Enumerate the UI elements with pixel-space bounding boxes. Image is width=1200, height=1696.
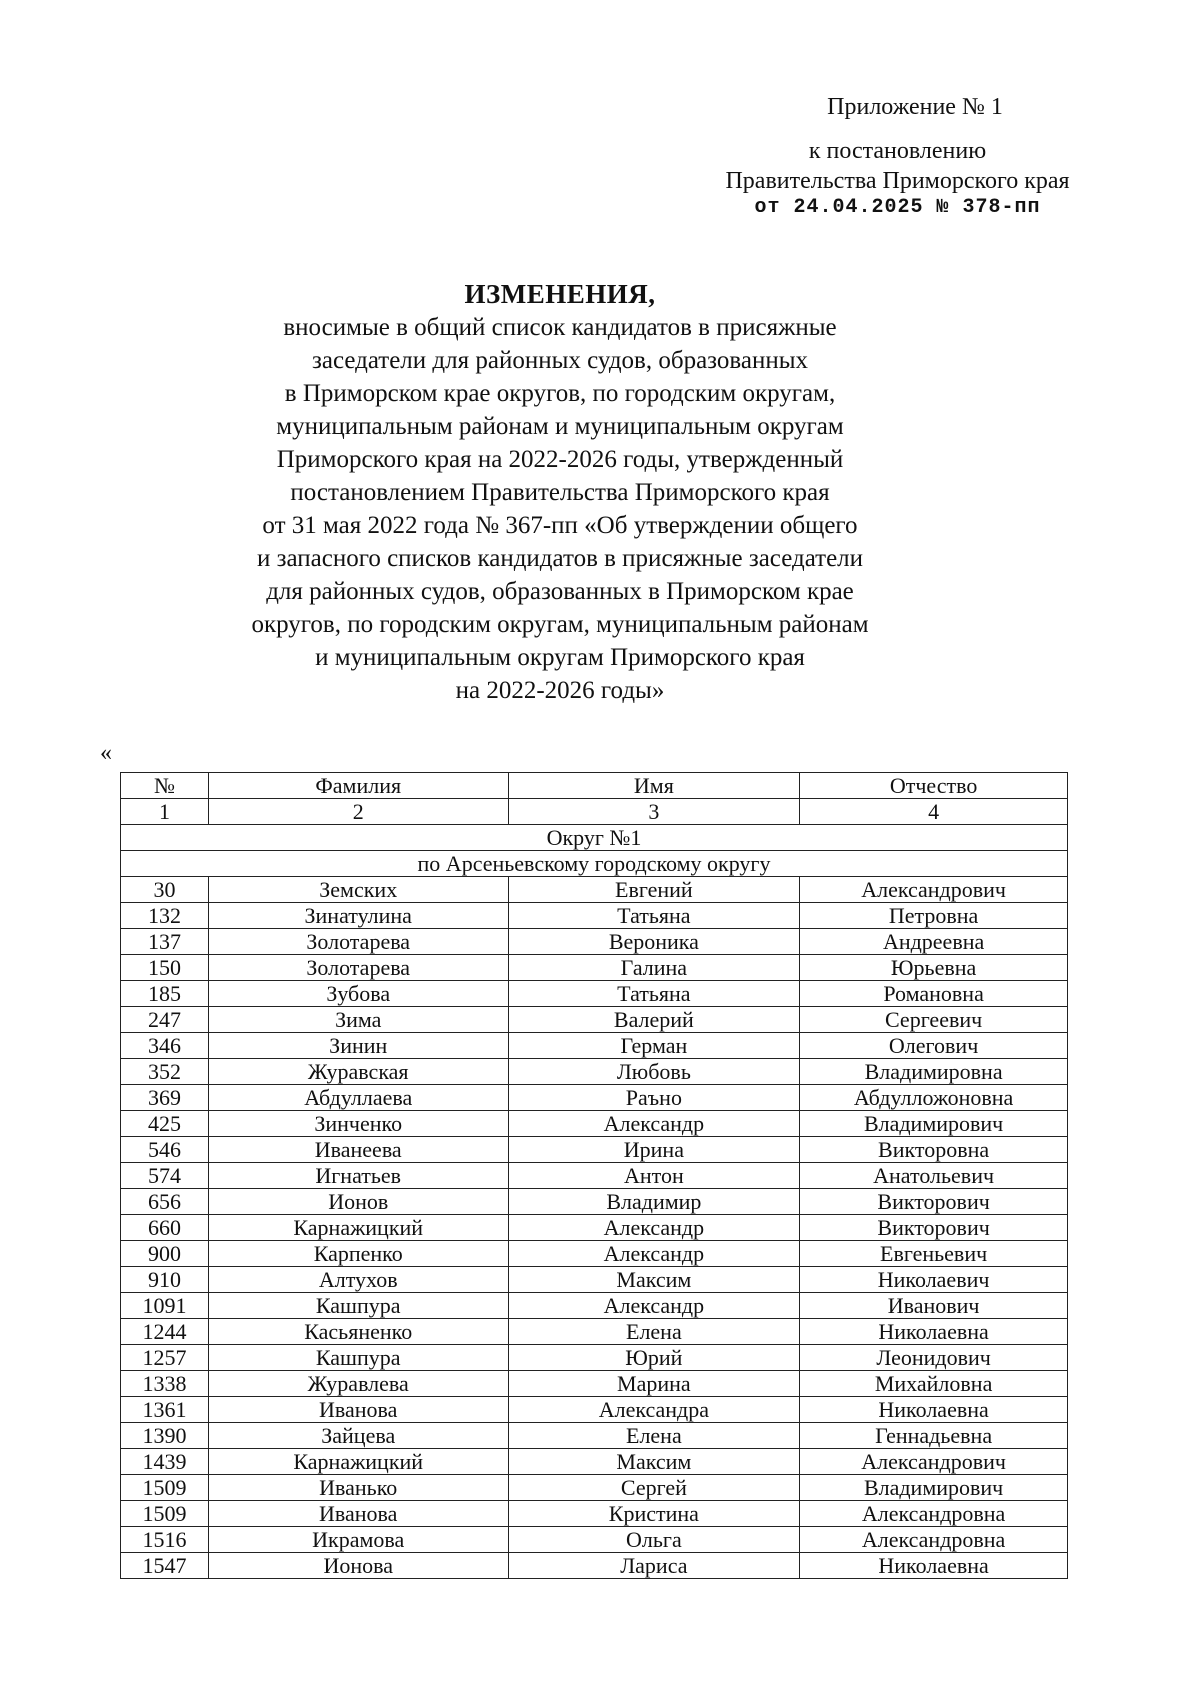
cell-name: Любовь xyxy=(508,1059,800,1085)
cell-number: 346 xyxy=(121,1033,209,1059)
cell-patronymic: Геннадьевна xyxy=(800,1423,1068,1449)
column-number: 2 xyxy=(208,799,508,825)
table-row xyxy=(121,1397,1068,1423)
heading-line: вносимые в общий список кандидатов в присяжные xyxy=(283,314,837,341)
resolution-date-stamp: от 24.04.2025 № 378-пп xyxy=(754,196,1041,219)
table-row xyxy=(121,1137,1068,1163)
cell-name: Владимир xyxy=(508,1189,800,1215)
cell-surname: Карнажицкий xyxy=(208,1449,508,1475)
cell-number: 352 xyxy=(121,1059,209,1085)
cell-surname: Земских xyxy=(208,877,508,903)
cell-number: 546 xyxy=(121,1137,209,1163)
cell-patronymic: Леонидович xyxy=(800,1345,1068,1371)
cell-name: Герман xyxy=(508,1033,800,1059)
table-header-row xyxy=(121,773,1068,799)
cell-number: 369 xyxy=(121,1085,209,1111)
column-number: 3 xyxy=(508,799,800,825)
cell-patronymic: Владимировна xyxy=(800,1059,1068,1085)
cell-name: Сергей xyxy=(508,1475,800,1501)
cell-patronymic: Евгеньевич xyxy=(800,1241,1068,1267)
candidates-table-body xyxy=(121,877,1068,1579)
cell-number: 150 xyxy=(121,955,209,981)
cell-surname: Зайцева xyxy=(208,1423,508,1449)
cell-surname: Журавская xyxy=(208,1059,508,1085)
cell-patronymic: Владимирович xyxy=(800,1111,1068,1137)
cell-number: 425 xyxy=(121,1111,209,1137)
section-title-row xyxy=(121,825,1068,851)
table-row xyxy=(121,1423,1068,1449)
cell-name: Лариса xyxy=(508,1553,800,1579)
table-row xyxy=(121,955,1068,981)
table-row xyxy=(121,1293,1068,1319)
heading-line: на 2022-2026 годы» xyxy=(455,677,665,704)
cell-patronymic: Петровна xyxy=(800,903,1068,929)
cell-patronymic: Викторович xyxy=(800,1189,1068,1215)
cell-number: 1516 xyxy=(121,1527,209,1553)
cell-surname: Иванова xyxy=(208,1501,508,1527)
table-row xyxy=(121,1163,1068,1189)
cell-surname: Иванеева xyxy=(208,1137,508,1163)
cell-number: 247 xyxy=(121,1007,209,1033)
heading-line: для районных судов, образованных в Приморском крае xyxy=(266,578,854,605)
cell-name: Александр xyxy=(508,1241,800,1267)
cell-name: Елена xyxy=(508,1423,800,1449)
table-row xyxy=(121,1553,1068,1579)
cell-patronymic: Викторовна xyxy=(800,1137,1068,1163)
table-row xyxy=(121,1007,1068,1033)
cell-name: Елена xyxy=(508,1319,800,1345)
table-row xyxy=(121,1033,1068,1059)
cell-patronymic: Александрович xyxy=(800,1449,1068,1475)
cell-surname: Карпенко xyxy=(208,1241,508,1267)
table-row xyxy=(121,903,1068,929)
cell-name: Максим xyxy=(508,1267,800,1293)
cell-number: 1509 xyxy=(121,1501,209,1527)
table-row xyxy=(121,1319,1068,1345)
column-number: 1 xyxy=(121,799,209,825)
cell-surname: Игнатьев xyxy=(208,1163,508,1189)
appendix-resolution-label: к постановлению xyxy=(808,138,987,164)
cell-name: Александра xyxy=(508,1397,800,1423)
heading-line: постановлением Правительства Приморского края xyxy=(290,479,830,506)
cell-name: Александр xyxy=(508,1293,800,1319)
district-title: Округ №1 xyxy=(121,825,1068,851)
cell-surname: Кашпура xyxy=(208,1345,508,1371)
cell-name: Александр xyxy=(508,1215,800,1241)
cell-patronymic: Владимирович xyxy=(800,1475,1068,1501)
opening-quote-mark: « xyxy=(100,740,112,766)
cell-patronymic: Александрович xyxy=(800,877,1068,903)
cell-surname: Алтухов xyxy=(208,1267,508,1293)
cell-surname: Зима xyxy=(208,1007,508,1033)
cell-number: 900 xyxy=(121,1241,209,1267)
cell-number: 30 xyxy=(121,877,209,903)
cell-name: Антон xyxy=(508,1163,800,1189)
cell-name: Татьяна xyxy=(508,981,800,1007)
cell-patronymic: Романовна xyxy=(800,981,1068,1007)
cell-name: Юрий xyxy=(508,1345,800,1371)
table-row xyxy=(121,1085,1068,1111)
heading-line: и запасного списков кандидатов в присяжные заседатели xyxy=(256,545,864,572)
cell-name: Ирина xyxy=(508,1137,800,1163)
cell-patronymic: Абдулложоновна xyxy=(800,1085,1068,1111)
cell-number: 910 xyxy=(121,1267,209,1293)
table-row xyxy=(121,981,1068,1007)
cell-number: 1361 xyxy=(121,1397,209,1423)
candidates-table xyxy=(120,772,1068,1579)
table-row xyxy=(121,1111,1068,1137)
cell-surname: Абдуллаева xyxy=(208,1085,508,1111)
cell-patronymic: Иванович xyxy=(800,1293,1068,1319)
heading-line: и муниципальным округам Приморского края xyxy=(315,644,805,671)
cell-surname: Икрамова xyxy=(208,1527,508,1553)
heading-line: от 31 мая 2022 года № 367-пп «Об утверждении общего xyxy=(262,512,858,539)
cell-patronymic: Сергеевич xyxy=(800,1007,1068,1033)
cell-surname: Карнажицкий xyxy=(208,1215,508,1241)
cell-surname: Иванова xyxy=(208,1397,508,1423)
cell-surname: Иванько xyxy=(208,1475,508,1501)
heading-line: Приморского края на 2022-2026 годы, утвержденный xyxy=(276,446,844,473)
cell-number: 185 xyxy=(121,981,209,1007)
table-row xyxy=(121,1241,1068,1267)
heading-line: муниципальным районам и муниципальным округам xyxy=(276,413,844,440)
cell-patronymic: Олегович xyxy=(800,1033,1068,1059)
column-number-row xyxy=(121,799,1068,825)
cell-number: 656 xyxy=(121,1189,209,1215)
cell-name: Александр xyxy=(508,1111,800,1137)
cell-patronymic: Николаевна xyxy=(800,1397,1068,1423)
cell-patronymic: Андреевна xyxy=(800,929,1068,955)
table-row xyxy=(121,1345,1068,1371)
cell-patronymic: Александровна xyxy=(800,1527,1068,1553)
table-row xyxy=(121,1527,1068,1553)
cell-number: 1091 xyxy=(121,1293,209,1319)
cell-number: 1390 xyxy=(121,1423,209,1449)
table-row xyxy=(121,1371,1068,1397)
table-row xyxy=(121,1449,1068,1475)
cell-name: Раъно xyxy=(508,1085,800,1111)
cell-patronymic: Николаевна xyxy=(800,1553,1068,1579)
cell-patronymic: Николаевна xyxy=(800,1319,1068,1345)
table-row xyxy=(121,1215,1068,1241)
cell-surname: Зинатулина xyxy=(208,903,508,929)
cell-number: 1257 xyxy=(121,1345,209,1371)
column-header-name: Имя xyxy=(508,773,800,799)
cell-patronymic: Юрьевна xyxy=(800,955,1068,981)
cell-name: Максим xyxy=(508,1449,800,1475)
cell-patronymic: Александровна xyxy=(800,1501,1068,1527)
column-number: 4 xyxy=(800,799,1068,825)
section-subtitle-row xyxy=(121,851,1068,877)
cell-surname: Зинченко xyxy=(208,1111,508,1137)
cell-surname: Журавлева xyxy=(208,1371,508,1397)
cell-number: 660 xyxy=(121,1215,209,1241)
cell-number: 1547 xyxy=(121,1553,209,1579)
cell-name: Кристина xyxy=(508,1501,800,1527)
cell-surname: Ионова xyxy=(208,1553,508,1579)
cell-name: Евгений xyxy=(508,877,800,903)
document-heading xyxy=(150,278,970,707)
cell-name: Татьяна xyxy=(508,903,800,929)
cell-surname: Зубова xyxy=(208,981,508,1007)
cell-number: 574 xyxy=(121,1163,209,1189)
cell-number: 1439 xyxy=(121,1449,209,1475)
cell-name: Галина xyxy=(508,955,800,981)
heading-line: в Приморском крае округов, по городским округам, xyxy=(284,380,836,407)
appendix-number: Приложение № 1 xyxy=(827,94,1003,120)
heading-line: округов, по городским округам, муниципальным районам xyxy=(251,611,869,638)
cell-surname: Зинин xyxy=(208,1033,508,1059)
cell-surname: Золотарева xyxy=(208,929,508,955)
table-row xyxy=(121,929,1068,955)
table-row xyxy=(121,1501,1068,1527)
appendix-header xyxy=(675,92,1120,220)
table-row xyxy=(121,1189,1068,1215)
document-title: ИЗМЕНЕНИЯ, xyxy=(464,279,656,309)
column-header-surname: Фамилия xyxy=(208,773,508,799)
cell-number: 1338 xyxy=(121,1371,209,1397)
cell-name: Валерий xyxy=(508,1007,800,1033)
table-row xyxy=(121,1059,1068,1085)
cell-surname: Кашпура xyxy=(208,1293,508,1319)
appendix-government-label: Правительства Приморского края xyxy=(725,168,1070,194)
column-header-number: № xyxy=(121,773,209,799)
cell-patronymic: Викторович xyxy=(800,1215,1068,1241)
cell-number: 1509 xyxy=(121,1475,209,1501)
table-row xyxy=(121,1267,1068,1293)
cell-patronymic: Николаевич xyxy=(800,1267,1068,1293)
cell-number: 137 xyxy=(121,929,209,955)
column-header-patronymic: Отчество xyxy=(800,773,1068,799)
district-subtitle: по Арсеньевскому городскому округу xyxy=(121,851,1068,877)
cell-surname: Касьяненко xyxy=(208,1319,508,1345)
cell-patronymic: Анатольевич xyxy=(800,1163,1068,1189)
cell-name: Марина xyxy=(508,1371,800,1397)
cell-surname: Ионов xyxy=(208,1189,508,1215)
cell-number: 132 xyxy=(121,903,209,929)
cell-number: 1244 xyxy=(121,1319,209,1345)
cell-name: Ольга xyxy=(508,1527,800,1553)
cell-surname: Золотарева xyxy=(208,955,508,981)
cell-patronymic: Михайловна xyxy=(800,1371,1068,1397)
table-row xyxy=(121,877,1068,903)
cell-name: Вероника xyxy=(508,929,800,955)
table-row xyxy=(121,1475,1068,1501)
heading-line: заседатели для районных судов, образованных xyxy=(311,347,809,374)
